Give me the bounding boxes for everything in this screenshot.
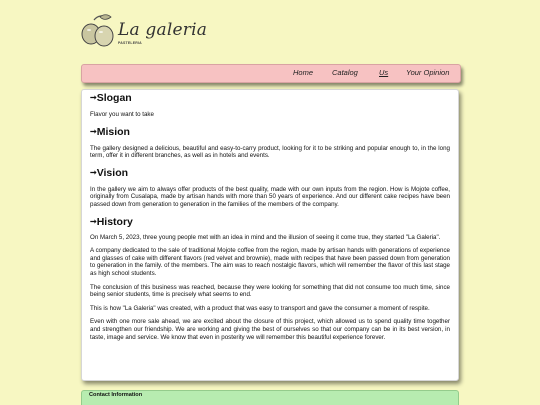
arrow-right-icon: ➞ [90,216,97,226]
arrow-right-icon: ➞ [90,167,97,177]
history-heading: ➞History [90,215,133,228]
brand-name: La galeria [118,20,208,40]
mission-heading: ➞Mision [90,125,130,138]
about-content [81,89,459,381]
arrow-right-icon: ➞ [90,93,97,102]
history-paragraph-4: This is how "La Galeria" was created, with a product that was easy to transport and gave the consumer a moment of respite. [90,304,430,312]
history-paragraph-2: A company dedicated to the sale of traditional Mojote coffee from the region, made by artisan hands with generations of experience and glasses of cake with different flavors (red velvet and brownie), made with recipes that have been passed down from generation to generation in the family. of the members. The aim was to reach nostalgic flavors, which will remember the flavor of this last stage as high school students. [90,247,450,277]
mission-text: The gallery designed a delicious, beautiful and easy-to-carry product, looking for it to be striking and popular enough to, in the long term, offer it in different branches, as well as in hotels and events. [90,144,450,160]
main-navbar [81,64,461,83]
history-paragraph-1: On March 5, 2023, three young people met with an idea in mind and the illusion of seeing it come true, they started "La Galeria". [90,233,441,241]
history-paragraph-5: Even with one more sale ahead, we are excited about the closure of this project, which allowed us to spend quality time together and strengthen our friendship. We are working and giving the best of ourselves so that our company can be in its best version, in taste, image and service. We know that even in posterity we will remember this beautiful experience forever. [90,318,450,341]
slogan-heading: ➞Slogan [90,92,132,104]
contact-footer [81,390,459,405]
nav-your-opinion[interactable]: Your Opinion [406,68,450,77]
history-paragraph-3: The conclusion of this business was reached, because they were looking for something that did not consume too much time, since being senior students, time is precisely what seems to end. [90,283,450,299]
arrow-right-icon: ➞ [90,126,97,136]
nav-us[interactable]: Us [379,68,389,77]
brand-subtitle: PASTELERIA [118,41,142,45]
nav-catalog[interactable]: Catalog [332,68,358,77]
brand-logo[interactable] [80,14,208,50]
nav-home[interactable]: Home [293,68,314,77]
lemon-icon [80,14,118,50]
footer-title: Contact Information [89,392,143,398]
slogan-text: Flavor you want to take [90,111,154,118]
vision-heading: ➞Vision [90,166,129,179]
vision-text: In the gallery we aim to always offer products of the best quality, made with our own inputs from the region. How is Mojote coffee, originally from Cusalapa, made by artisan hands with more than 50 years of experience. And our different cake recipes have been passed down from generation to generation in the families of the members of the company. [90,185,450,208]
